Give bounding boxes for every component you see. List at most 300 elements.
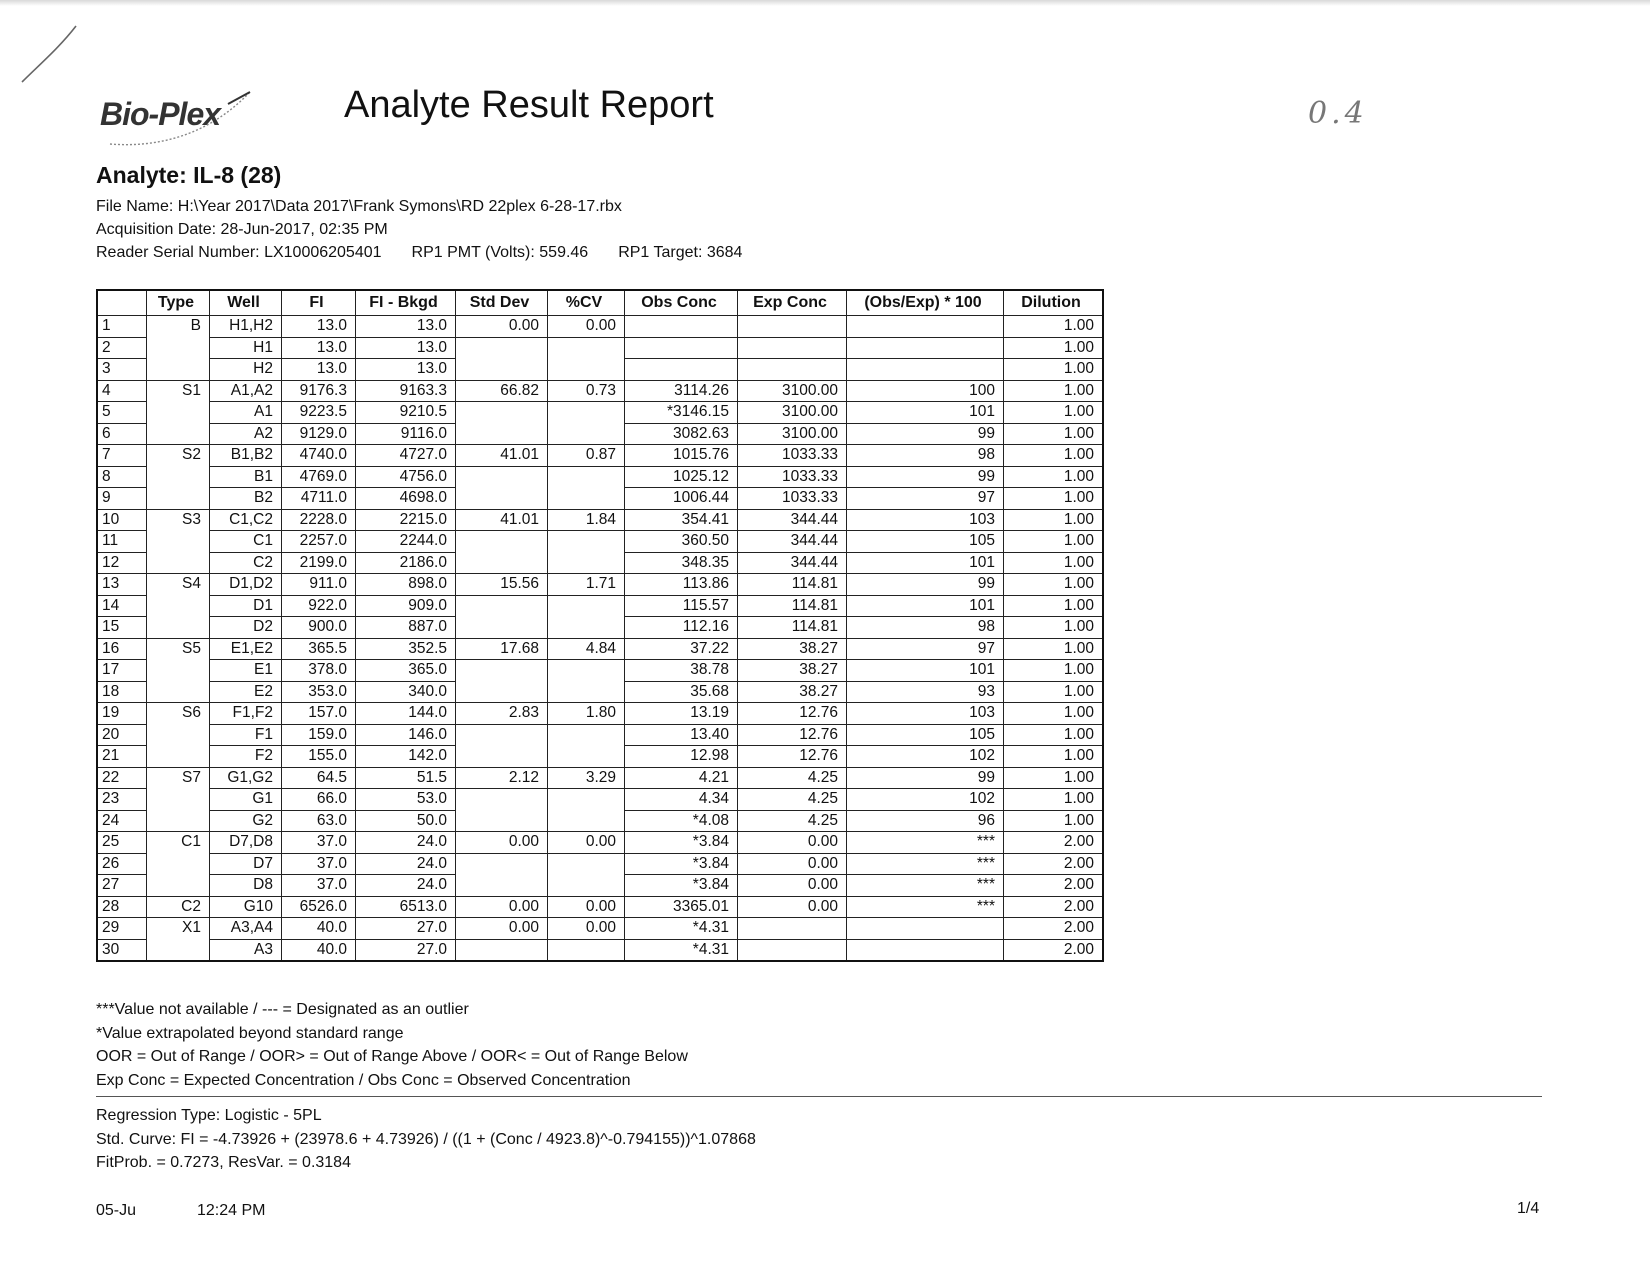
table-cell: 353.0 xyxy=(282,681,356,703)
table-cell: 1.00 xyxy=(1004,552,1104,574)
table-row xyxy=(97,316,1103,338)
table-cell: *3146.15 xyxy=(625,402,738,424)
table-cell: 1.00 xyxy=(1004,316,1104,338)
table-cell: C1 xyxy=(210,531,282,553)
table-cell: 2186.0 xyxy=(356,552,456,574)
table-cell xyxy=(147,617,210,639)
table-cell: S4 xyxy=(147,574,210,596)
table-cell xyxy=(847,359,1004,381)
table-cell: 9 xyxy=(97,488,147,510)
table-cell: 0.00 xyxy=(548,896,625,918)
table-cell: 4756.0 xyxy=(356,466,456,488)
table-cell: 3100.00 xyxy=(738,380,847,402)
table-cell: 8 xyxy=(97,466,147,488)
table-cell: 1.00 xyxy=(1004,767,1104,789)
table-row xyxy=(97,359,1103,381)
table-cell xyxy=(738,939,847,961)
table-row xyxy=(97,853,1103,875)
table-cell: 354.41 xyxy=(625,509,738,531)
table-cell: 3100.00 xyxy=(738,423,847,445)
table-cell: 1.00 xyxy=(1004,359,1104,381)
table-cell xyxy=(456,488,548,510)
table-cell xyxy=(548,939,625,961)
table-cell: 0.00 xyxy=(738,832,847,854)
table-cell xyxy=(147,531,210,553)
table-cell: B2 xyxy=(210,488,282,510)
table-cell xyxy=(738,918,847,940)
table-cell: 1.00 xyxy=(1004,789,1104,811)
table-cell: 99 xyxy=(847,466,1004,488)
table-cell: 344.44 xyxy=(738,509,847,531)
table-cell: 3100.00 xyxy=(738,402,847,424)
table-cell xyxy=(847,939,1004,961)
table-cell: 6 xyxy=(97,423,147,445)
table-cell: 30 xyxy=(97,939,147,961)
table-cell: 0.00 xyxy=(548,918,625,940)
table-cell: 4698.0 xyxy=(356,488,456,510)
table-cell: 41.01 xyxy=(456,445,548,467)
table-row xyxy=(97,574,1103,596)
table-cell: C2 xyxy=(210,552,282,574)
table-cell: 2228.0 xyxy=(282,509,356,531)
table-cell: C2 xyxy=(147,896,210,918)
table-cell: D8 xyxy=(210,875,282,897)
table-cell: C1,C2 xyxy=(210,509,282,531)
table-cell: 40.0 xyxy=(282,939,356,961)
table-cell: E2 xyxy=(210,681,282,703)
table-row xyxy=(97,617,1103,639)
table-cell: A1 xyxy=(210,402,282,424)
table-cell: 900.0 xyxy=(282,617,356,639)
table-cell: 157.0 xyxy=(282,703,356,725)
table-cell: 114.81 xyxy=(738,595,847,617)
table-row xyxy=(97,767,1103,789)
table-cell: 1.00 xyxy=(1004,703,1104,725)
table-cell: 4769.0 xyxy=(282,466,356,488)
table-cell: 378.0 xyxy=(282,660,356,682)
table-cell: A3 xyxy=(210,939,282,961)
table-cell: 1.71 xyxy=(548,574,625,596)
table-cell: *4.08 xyxy=(625,810,738,832)
table-cell: 18 xyxy=(97,681,147,703)
table-cell: 1.00 xyxy=(1004,466,1104,488)
table-cell: 1.00 xyxy=(1004,531,1104,553)
table-cell: 12.76 xyxy=(738,703,847,725)
table-row xyxy=(97,552,1103,574)
table-cell: 2244.0 xyxy=(356,531,456,553)
table-cell: 11 xyxy=(97,531,147,553)
column-header: Exp Conc xyxy=(738,290,847,316)
table-cell xyxy=(456,810,548,832)
table-cell xyxy=(625,359,738,381)
table-cell: 101 xyxy=(847,595,1004,617)
table-cell: C1 xyxy=(147,832,210,854)
table-cell xyxy=(625,316,738,338)
table-cell: 51.5 xyxy=(356,767,456,789)
table-cell: 159.0 xyxy=(282,724,356,746)
table-cell xyxy=(456,724,548,746)
column-header: Std Dev xyxy=(456,290,548,316)
table-cell: 13.0 xyxy=(282,316,356,338)
table-cell: 2 xyxy=(97,337,147,359)
table-cell xyxy=(147,810,210,832)
table-cell: 21 xyxy=(97,746,147,768)
table-cell: 13 xyxy=(97,574,147,596)
table-cell xyxy=(548,810,625,832)
table-cell: 1.00 xyxy=(1004,746,1104,768)
table-cell: S1 xyxy=(147,380,210,402)
table-cell: 14 xyxy=(97,595,147,617)
table-cell: 27 xyxy=(97,875,147,897)
table-row xyxy=(97,638,1103,660)
table-header-row xyxy=(97,290,1103,316)
column-header: Obs Conc xyxy=(625,290,738,316)
table-cell: 101 xyxy=(847,552,1004,574)
table-cell: 99 xyxy=(847,767,1004,789)
table-cell: D1 xyxy=(210,595,282,617)
table-cell: 4.21 xyxy=(625,767,738,789)
table-cell xyxy=(456,466,548,488)
table-cell: 13.0 xyxy=(356,316,456,338)
table-cell: 10 xyxy=(97,509,147,531)
table-row xyxy=(97,918,1103,940)
table-cell xyxy=(147,466,210,488)
table-cell xyxy=(456,617,548,639)
table-cell xyxy=(147,939,210,961)
table-row xyxy=(97,488,1103,510)
table-cell: 1.80 xyxy=(548,703,625,725)
column-header: FI xyxy=(282,290,356,316)
table-cell xyxy=(548,359,625,381)
note-line: Exp Conc = Expected Concentration / Obs Conc = Observed Concentration xyxy=(96,1071,631,1089)
table-cell xyxy=(147,337,210,359)
regression-type: Regression Type: Logistic - 5PL xyxy=(96,1107,322,1124)
handwritten-note: 0.4 xyxy=(1308,96,1368,131)
table-cell: 97 xyxy=(847,638,1004,660)
note-line: *Value extrapolated beyond standard range xyxy=(96,1024,404,1042)
table-cell xyxy=(847,337,1004,359)
table-cell: 6526.0 xyxy=(282,896,356,918)
table-cell xyxy=(147,789,210,811)
table-cell xyxy=(456,531,548,553)
table-cell: 66.0 xyxy=(282,789,356,811)
table-cell: 898.0 xyxy=(356,574,456,596)
table-cell: 27.0 xyxy=(356,939,456,961)
table-body xyxy=(97,316,1103,962)
table-cell: *3.84 xyxy=(625,832,738,854)
table-cell: 1.00 xyxy=(1004,681,1104,703)
table-cell: 12.76 xyxy=(738,746,847,768)
table-cell: 20 xyxy=(97,724,147,746)
table-cell: 0.00 xyxy=(456,918,548,940)
table-cell: 37.0 xyxy=(282,832,356,854)
table-cell: 1015.76 xyxy=(625,445,738,467)
table-cell: 2.00 xyxy=(1004,896,1104,918)
table-cell: 344.44 xyxy=(738,531,847,553)
table-cell: 1.00 xyxy=(1004,617,1104,639)
table-cell: 2.12 xyxy=(456,767,548,789)
table-cell: B1,B2 xyxy=(210,445,282,467)
table-cell: 37.22 xyxy=(625,638,738,660)
table-cell: 4.34 xyxy=(625,789,738,811)
page-number: 1/4 xyxy=(1517,1200,1540,1217)
table-cell: 2.00 xyxy=(1004,853,1104,875)
table-row xyxy=(97,402,1103,424)
table-cell: 22 xyxy=(97,767,147,789)
table-cell: 64.5 xyxy=(282,767,356,789)
table-cell: 7 xyxy=(97,445,147,467)
table-row xyxy=(97,746,1103,768)
table-cell: 4.25 xyxy=(738,767,847,789)
table-cell xyxy=(456,939,548,961)
table-cell xyxy=(147,423,210,445)
table-cell: 38.78 xyxy=(625,660,738,682)
table-cell: 1.00 xyxy=(1004,402,1104,424)
table-cell: *4.31 xyxy=(625,918,738,940)
table-cell: D7 xyxy=(210,853,282,875)
table-cell: 360.50 xyxy=(625,531,738,553)
table-cell xyxy=(548,789,625,811)
table-cell: 17 xyxy=(97,660,147,682)
table-cell: 35.68 xyxy=(625,681,738,703)
column-header: (Obs/Exp) * 100 xyxy=(847,290,1004,316)
analyte-results-table xyxy=(96,289,1104,962)
table-cell: 40.0 xyxy=(282,918,356,940)
table-cell: 9163.3 xyxy=(356,380,456,402)
reader-info-line xyxy=(96,244,742,262)
rp1-pmt: RP1 PMT (Volts): 559.46 xyxy=(411,244,589,261)
table-cell xyxy=(548,488,625,510)
table-cell: B1 xyxy=(210,466,282,488)
table-cell: 101 xyxy=(847,402,1004,424)
footer-date: 05-Ju xyxy=(96,1202,137,1219)
table-cell: 348.35 xyxy=(625,552,738,574)
table-cell: 113.86 xyxy=(625,574,738,596)
table-cell xyxy=(147,681,210,703)
table-cell: 155.0 xyxy=(282,746,356,768)
table-cell xyxy=(548,681,625,703)
table-cell xyxy=(548,746,625,768)
table-cell: 13.40 xyxy=(625,724,738,746)
table-cell: 1033.33 xyxy=(738,445,847,467)
legend-notes xyxy=(96,998,688,1092)
table-cell xyxy=(456,552,548,574)
table-cell: 24.0 xyxy=(356,832,456,854)
table-cell xyxy=(738,316,847,338)
table-row xyxy=(97,789,1103,811)
table-cell: 38.27 xyxy=(738,681,847,703)
table-cell: 53.0 xyxy=(356,789,456,811)
table-cell: 0.00 xyxy=(738,853,847,875)
table-cell: 3.29 xyxy=(548,767,625,789)
table-cell: 2.00 xyxy=(1004,875,1104,897)
table-cell: 3114.26 xyxy=(625,380,738,402)
table-cell: 1.00 xyxy=(1004,574,1104,596)
column-header: Type xyxy=(147,290,210,316)
table-cell: *** xyxy=(847,853,1004,875)
table-cell: 9116.0 xyxy=(356,423,456,445)
table-row xyxy=(97,509,1103,531)
table-cell: 9129.0 xyxy=(282,423,356,445)
table-cell: 1.00 xyxy=(1004,509,1104,531)
table-cell: 146.0 xyxy=(356,724,456,746)
fit-statistics: FitProb. = 0.7273, ResVar. = 0.3184 xyxy=(96,1154,351,1171)
table-cell xyxy=(456,359,548,381)
table-cell: 16 xyxy=(97,638,147,660)
rp1-target: RP1 Target: 3684 xyxy=(618,244,743,261)
table-cell xyxy=(548,466,625,488)
table-row xyxy=(97,531,1103,553)
table-cell xyxy=(548,595,625,617)
table-cell: 105 xyxy=(847,531,1004,553)
table-cell: G2 xyxy=(210,810,282,832)
table-cell: 1 xyxy=(97,316,147,338)
bio-plex-logo xyxy=(100,88,270,148)
section-divider xyxy=(96,1096,1542,1097)
table-cell: 1.00 xyxy=(1004,423,1104,445)
table-cell: 1.00 xyxy=(1004,638,1104,660)
table-cell: D7,D8 xyxy=(210,832,282,854)
table-cell: D1,D2 xyxy=(210,574,282,596)
table-cell xyxy=(147,488,210,510)
table-cell: 0.00 xyxy=(548,316,625,338)
table-cell: 99 xyxy=(847,574,1004,596)
table-cell: 1.00 xyxy=(1004,445,1104,467)
table-cell: 2257.0 xyxy=(282,531,356,553)
table-cell: 0.00 xyxy=(548,832,625,854)
table-cell: 37.0 xyxy=(282,875,356,897)
table-cell: 365.5 xyxy=(282,638,356,660)
table-cell: G1,G2 xyxy=(210,767,282,789)
table-cell xyxy=(456,681,548,703)
column-header: FI - Bkgd xyxy=(356,290,456,316)
table-row xyxy=(97,337,1103,359)
table-cell: 352.5 xyxy=(356,638,456,660)
table-cell: 144.0 xyxy=(356,703,456,725)
table-cell xyxy=(147,875,210,897)
table-cell: 37.0 xyxy=(282,853,356,875)
table-cell: 3365.01 xyxy=(625,896,738,918)
scan-top-edge xyxy=(0,0,1650,6)
table-cell: 4711.0 xyxy=(282,488,356,510)
table-cell: 1.00 xyxy=(1004,595,1104,617)
table-cell: 25 xyxy=(97,832,147,854)
table-cell xyxy=(147,853,210,875)
table-cell: 0.00 xyxy=(456,896,548,918)
table-cell xyxy=(847,316,1004,338)
table-cell xyxy=(548,660,625,682)
table-cell xyxy=(548,875,625,897)
table-cell: 344.44 xyxy=(738,552,847,574)
table-cell: 98 xyxy=(847,617,1004,639)
column-header: Well xyxy=(210,290,282,316)
table-cell: 13.0 xyxy=(282,359,356,381)
table-cell: 23 xyxy=(97,789,147,811)
table-cell: A1,A2 xyxy=(210,380,282,402)
table-cell: 2215.0 xyxy=(356,509,456,531)
table-cell: 911.0 xyxy=(282,574,356,596)
table-cell: S6 xyxy=(147,703,210,725)
table-cell: 4.84 xyxy=(548,638,625,660)
table-cell: *** xyxy=(847,896,1004,918)
table-cell: 0.00 xyxy=(456,832,548,854)
table-cell xyxy=(548,531,625,553)
table-cell xyxy=(548,423,625,445)
table-cell: 50.0 xyxy=(356,810,456,832)
table-cell: 4.25 xyxy=(738,810,847,832)
table-cell: 13.19 xyxy=(625,703,738,725)
table-row xyxy=(97,896,1103,918)
table-cell: *** xyxy=(847,875,1004,897)
table-cell: 96 xyxy=(847,810,1004,832)
table-cell: A3,A4 xyxy=(210,918,282,940)
table-cell: 38.27 xyxy=(738,660,847,682)
table-cell xyxy=(147,552,210,574)
table-cell: F1 xyxy=(210,724,282,746)
table-cell: S3 xyxy=(147,509,210,531)
note-line: OOR = Out of Range / OOR> = Out of Range Above / OOR< = Out of Range Below xyxy=(96,1048,688,1065)
table-cell: 9210.5 xyxy=(356,402,456,424)
report-title: Analyte Result Report xyxy=(344,84,714,126)
table-cell: H1 xyxy=(210,337,282,359)
table-cell xyxy=(548,402,625,424)
note-line: ***Value not available / --- = Designated as an outlier xyxy=(96,1001,469,1018)
table-cell: 114.81 xyxy=(738,617,847,639)
table-cell: 142.0 xyxy=(356,746,456,768)
table-cell: 0.00 xyxy=(738,875,847,897)
table-row xyxy=(97,380,1103,402)
table-cell: X1 xyxy=(147,918,210,940)
table-cell: 1033.33 xyxy=(738,466,847,488)
table-cell xyxy=(738,359,847,381)
table-cell: 2199.0 xyxy=(282,552,356,574)
table-cell: 41.01 xyxy=(456,509,548,531)
table-cell: 1.00 xyxy=(1004,724,1104,746)
table-cell: 19 xyxy=(97,703,147,725)
table-cell: 103 xyxy=(847,703,1004,725)
table-cell: *3.84 xyxy=(625,875,738,897)
file-name: File Name: H:\Year 2017\Data 2017\Frank Symons\RD 22plex 6-28-17.rbx xyxy=(96,198,622,215)
table-cell: 13.0 xyxy=(356,337,456,359)
table-cell: 340.0 xyxy=(356,681,456,703)
table-cell: 1.00 xyxy=(1004,488,1104,510)
table-cell: 13.0 xyxy=(356,359,456,381)
table-cell: 2.83 xyxy=(456,703,548,725)
table-cell: 922.0 xyxy=(282,595,356,617)
table-cell xyxy=(625,337,738,359)
table-cell: 3082.63 xyxy=(625,423,738,445)
table-cell: *** xyxy=(847,832,1004,854)
table-cell: 24 xyxy=(97,810,147,832)
table-cell: 6513.0 xyxy=(356,896,456,918)
table-cell: 1.00 xyxy=(1004,337,1104,359)
table-cell: 97 xyxy=(847,488,1004,510)
table-cell xyxy=(147,746,210,768)
table-cell: *4.31 xyxy=(625,939,738,961)
table-cell: S5 xyxy=(147,638,210,660)
table-row xyxy=(97,832,1103,854)
table-cell: 105 xyxy=(847,724,1004,746)
table-row xyxy=(97,939,1103,961)
table-cell: 12.98 xyxy=(625,746,738,768)
table-cell: S7 xyxy=(147,767,210,789)
table-cell xyxy=(147,595,210,617)
table-cell: F2 xyxy=(210,746,282,768)
pen-stroke-mark xyxy=(14,20,94,90)
table-cell xyxy=(456,746,548,768)
table-cell: 17.68 xyxy=(456,638,548,660)
table-cell: 115.57 xyxy=(625,595,738,617)
